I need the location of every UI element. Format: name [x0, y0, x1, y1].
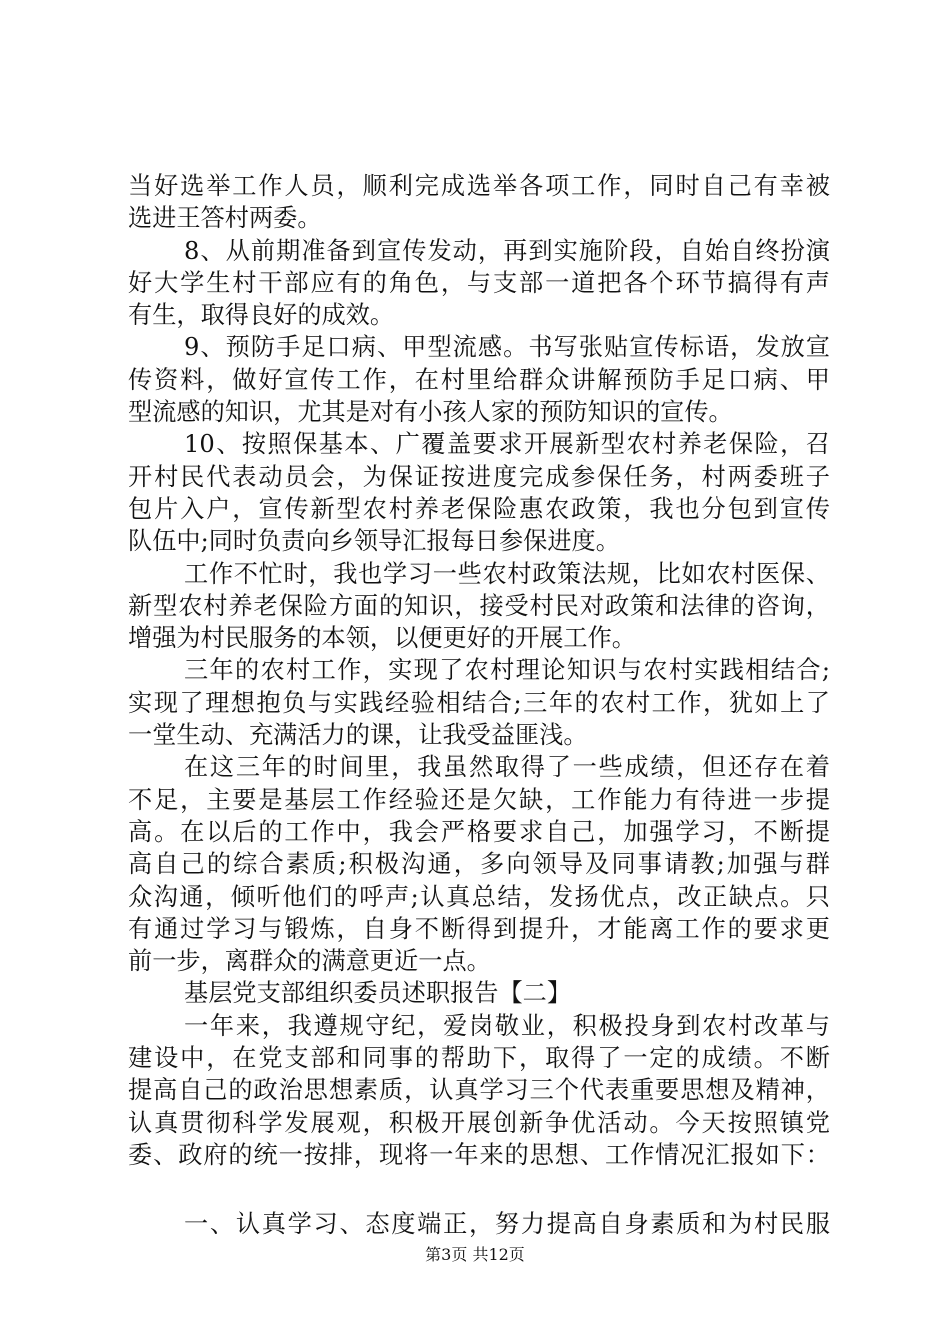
text-line: 委、政府的统一按排，现将一年来的思想、工作情况汇报如下： — [128, 1140, 830, 1169]
text-line: 增强为村民服务的本领，以便更好的开展工作。 — [128, 624, 636, 653]
text-line: 开村民代表动员会，为保证按进度完成参保任务，村两委班子 — [128, 462, 830, 491]
text-line: 有通过学习与锻炼，自身不断得到提升，才能离工作的要求更 — [128, 914, 830, 943]
paragraph-gap — [128, 1171, 830, 1208]
document-body — [128, 170, 830, 1241]
text-line: 8、从前期准备到宣传发动，再到实施阶段，自始自终扮演 — [184, 236, 830, 265]
text-line: 型流感的知识，尤其是对有小孩人家的预防知识的宣传。 — [128, 398, 733, 427]
text-line: 一年来，我遵规守纪，爱岗敬业，积极投身到农村改革与 — [184, 1011, 830, 1040]
text-line: 10、按照保基本、广覆盖要求开展新型农村养老保险，召 — [184, 430, 830, 459]
text-line: 工作不忙时，我也学习一些农村政策法规，比如农村医保、 — [184, 559, 830, 588]
text-line: 选进王答村两委。 — [128, 204, 322, 233]
text-line: 好大学生村干部应有的角色，与支部一道把各个环节搞得有声 — [128, 268, 830, 297]
text-line: 传资料，做好宣传工作，在村里给群众讲解预防手足口病、甲 — [128, 365, 830, 394]
text-line: 包片入户，宣传新型农村养老保险惠农政策，我也分包到宣传 — [128, 494, 830, 523]
text-line: 9、预防手足口病、甲型流感。书写张贴宣传标语，发放宣 — [184, 333, 830, 362]
text-line: 当好选举工作人员，顺利完成选举各项工作，同时自己有幸被 — [128, 172, 830, 200]
text-line: 一、认真学习、态度端正，努力提高自身素质和为村民服 — [184, 1210, 830, 1239]
text-line: 提高自己的政治思想素质，认真学习三个代表重要思想及精神， — [128, 1076, 830, 1105]
text-line: 前一步，离群众的满意更近一点。 — [128, 947, 491, 976]
text-line: 高自己的综合素质;积极沟通，多向领导及同事请教;加强与群 — [128, 850, 830, 879]
text-line: 实现了理想抱负与实践经验相结合;三年的农村工作，犹如上了 — [128, 688, 830, 717]
text-line: 高。在以后的工作中，我会严格要求自己，加强学习，不断提 — [128, 817, 830, 846]
page-footer: 第3页 共12页 — [425, 1245, 525, 1264]
text-line: 一堂生动、充满活力的课，让我受益匪浅。 — [128, 721, 588, 750]
text-line: 建设中，在党支部和同事的帮助下，取得了一定的成绩。不断 — [128, 1044, 830, 1073]
text-line: 有生，取得良好的成效。 — [128, 301, 395, 330]
text-line: 三年的农村工作，实现了农村理论知识与农村实践相结合; — [184, 656, 830, 685]
text-line: 认真贯彻科学发展观，积极开展创新争优活动。今天按照镇党 — [128, 1108, 830, 1137]
text-line: 众沟通，倾听他们的呼声;认真总结，发扬优点，改正缺点。只 — [128, 882, 830, 911]
text-line: 队伍中;同时负责向乡领导汇报每日参保进度。 — [128, 527, 620, 556]
text-line: 新型农村养老保险方面的知识，接受村民对政策和法律的咨询， — [128, 591, 830, 620]
text-line: 基层党支部组织委员述职报告【二】 — [184, 979, 572, 1008]
text-line: 在这三年的时间里，我虽然取得了一些成绩，但还存在着 — [184, 753, 830, 782]
text-line: 不足，主要是基层工作经验还是欠缺，工作能力有待进一步提 — [128, 785, 830, 814]
